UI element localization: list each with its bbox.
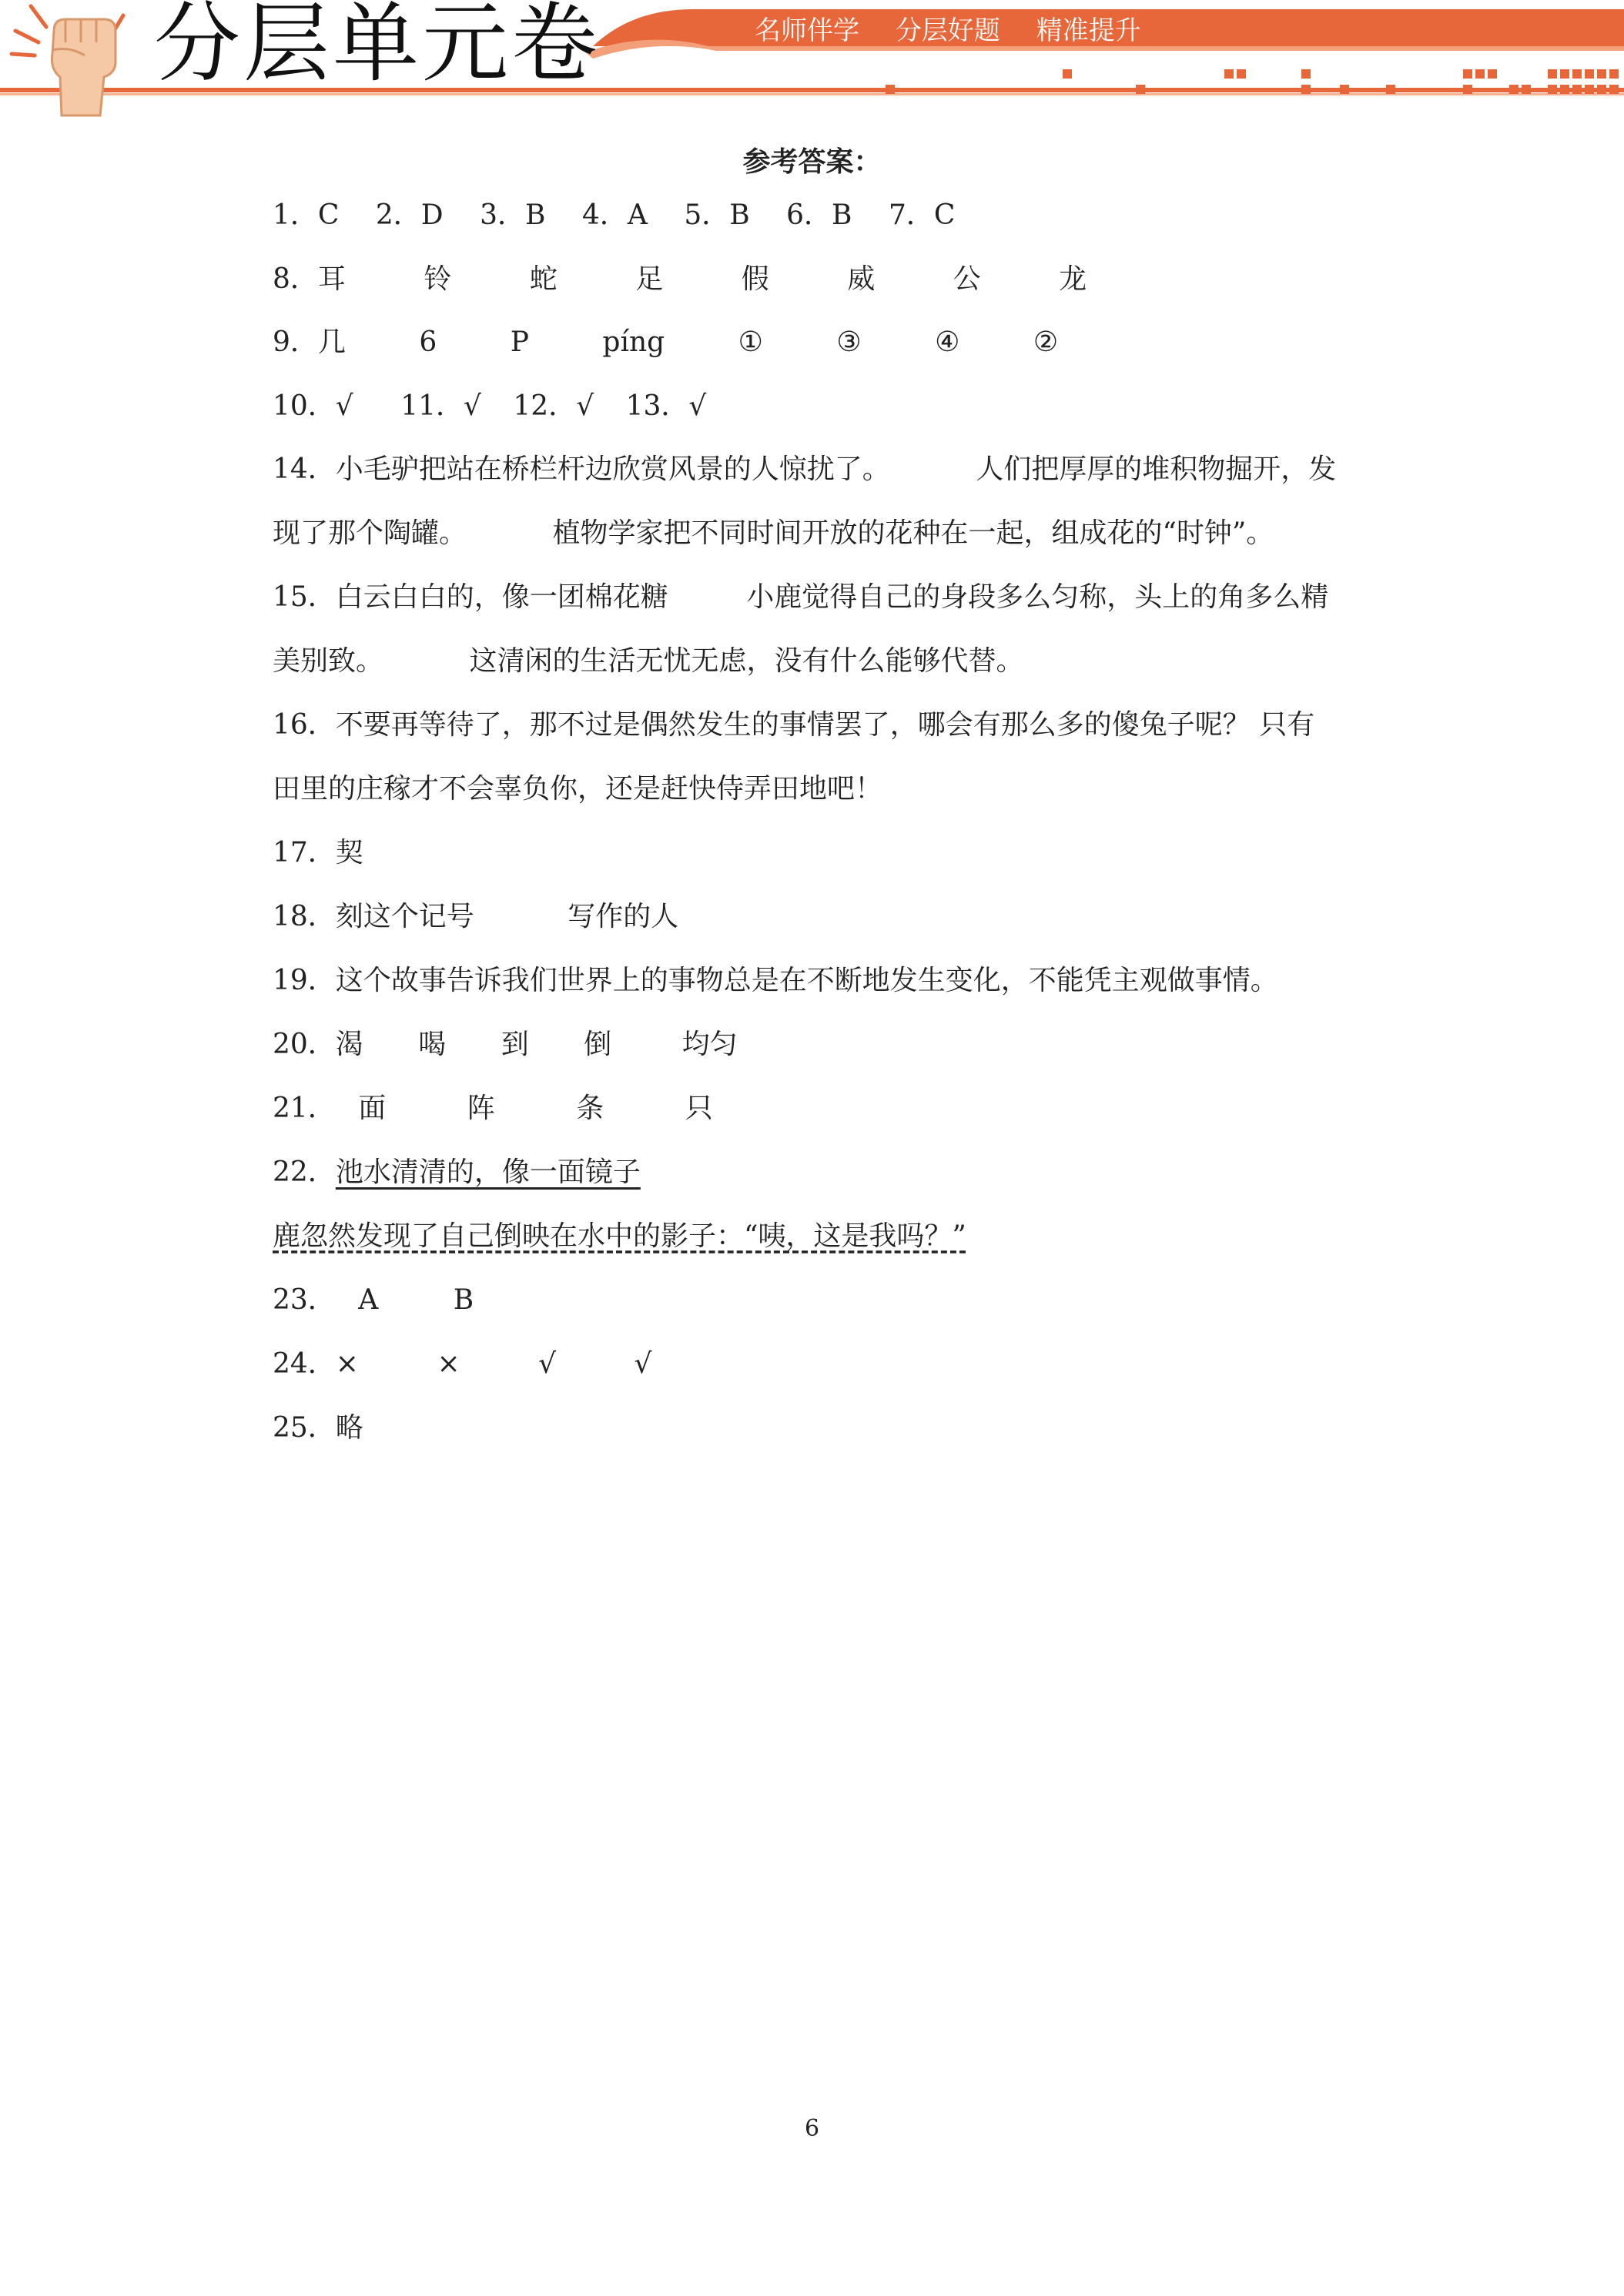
answer-22-line-1 (273, 1150, 641, 1196)
answer-16-line-1: 16．不要再等待了，那不过是偶然发生的事情罢了，哪会有那么多的傻兔子呢？ 只有 (273, 709, 1315, 741)
answer-21-item: 面 (358, 1093, 387, 1124)
answer-24-item: √ (634, 1348, 652, 1380)
answer-5: 5．B (684, 199, 750, 231)
answer-9-item: ② (1033, 326, 1059, 358)
answer-21-label: 21． (273, 1093, 336, 1124)
answer-row-1-7 (273, 192, 955, 239)
answer-row-9 (273, 320, 1058, 366)
answer-21-item: 条 (576, 1093, 604, 1124)
answer-22-line-2 (273, 1213, 966, 1260)
header-slogan (755, 8, 1169, 54)
slogan-1: 名师伴学 (755, 15, 859, 46)
page-number: 6 (804, 2115, 820, 2142)
answer-row-10-13 (273, 383, 706, 430)
answer-24-item: 24．× (273, 1348, 359, 1380)
answer-12: 12．√ (513, 390, 594, 422)
answer-17: 17．契 (273, 837, 363, 869)
answer-8-item: 公 (953, 263, 981, 295)
slogan-2: 分层好题 (895, 15, 1000, 46)
answer-20-item: 到 (501, 1029, 529, 1060)
answer-10: 10．√ (273, 390, 353, 422)
answer-23-item: B (453, 1284, 474, 1316)
answer-8-item: 威 (847, 263, 876, 295)
answer-15-line-1 (273, 574, 1328, 621)
answer-14-line-1 (273, 447, 1336, 493)
answer-6: 6．B (786, 199, 852, 231)
answer-13: 13．√ (625, 390, 707, 422)
answer-20-item: 喝 (418, 1029, 447, 1060)
slogan-3: 精准提升 (1036, 15, 1141, 46)
answer-9-item: ① (738, 326, 763, 358)
answer-18 (273, 894, 678, 940)
answer-20-item: 倒 (584, 1029, 612, 1060)
answer-4: 4．A (581, 199, 648, 231)
page-header (0, 0, 1624, 123)
answer-9-item: ③ (836, 326, 862, 358)
answer-9-item: píng (602, 326, 665, 358)
answer-row-24 (273, 1341, 651, 1387)
answer-2: 2．D (375, 199, 444, 231)
answer-20-item: 均匀 (681, 1029, 738, 1060)
answer-14-part-b: 人们把厚厚的堆积物掘开，发 (976, 454, 1337, 485)
answer-8-item: 假 (741, 263, 769, 295)
answer-row-8 (273, 256, 1087, 303)
answer-8-item: 蛇 (529, 263, 558, 295)
answer-8-item: 铃 (424, 263, 452, 295)
answer-18-part-a: 18．刻这个记号 (273, 901, 474, 932)
answer-15-part-a: 15．白云白白的，像一团棉花糖 (273, 581, 668, 613)
answer-row-21 (273, 1086, 713, 1132)
answer-21-item: 阵 (467, 1093, 495, 1124)
answer-21-item: 只 (685, 1093, 713, 1124)
brand-title: 分层单元卷 (154, 0, 601, 94)
answer-24-item: × (437, 1348, 460, 1380)
answer-23-label: 23． (273, 1284, 336, 1316)
answer-15-part-d: 这清闲的生活无忧无虑，没有什么能够代替。 (469, 645, 1024, 677)
answer-15-part-b: 小鹿觉得自己的身段多么匀称，头上的角多么精 (746, 581, 1329, 613)
answer-8-item: 8．耳 (273, 263, 346, 295)
answer-24-item: √ (538, 1348, 557, 1380)
answer-14-part-a: 14．小毛驴把站在桥栏杆边欣赏风景的人惊扰了。 (273, 454, 890, 485)
answer-19: 19．这个故事告诉我们世界上的事物总是在不断地发生变化，不能凭主观做事情。 (273, 965, 1278, 996)
answer-row-23 (273, 1277, 474, 1324)
answer-15-part-c: 美别致。 (273, 645, 384, 677)
answer-14-part-c: 现了那个陶罐。 (273, 517, 467, 549)
answer-row-20 (273, 1022, 738, 1068)
answer-title: 参考答案： (742, 146, 882, 178)
answer-23-item: A (358, 1284, 379, 1316)
answer-9-item: ④ (935, 326, 960, 358)
answer-14-part-d: 植物学家把不同时间开放的花种在一起，组成花的“时钟”。 (552, 517, 1274, 549)
answer-16-line-2: 田里的庄稼才不会辜负你，还是赶快侍弄田地吧！ (273, 773, 883, 805)
answer-25: 25．略 (273, 1412, 363, 1444)
answer-18-part-b: 写作的人 (568, 901, 679, 932)
answer-9-item: 9．几 (273, 326, 346, 358)
answer-1: 1．C (273, 199, 340, 231)
answer-3: 3．B (480, 199, 546, 231)
answer-8-item: 龙 (1059, 263, 1087, 295)
answer-20-item: 20．渴 (273, 1029, 363, 1060)
answer-9-item: 6 (419, 326, 437, 358)
fist-icon (12, 6, 123, 115)
answer-8-item: 足 (635, 263, 664, 295)
answer-15-line-2 (273, 638, 1023, 684)
answer-22-label: 22． (273, 1156, 336, 1188)
answer-9-item: P (510, 326, 529, 358)
answer-7: 7．C (888, 199, 956, 231)
answer-14-line-2 (273, 510, 1274, 557)
answer-11: 11．√ (400, 390, 481, 422)
answer-22-part-a: 池水清清的，像一面镜子 (335, 1156, 641, 1188)
answer-22-part-b: 鹿忽然发现了自己倒映在水中的影子：“咦，这是我吗？” (273, 1220, 966, 1252)
